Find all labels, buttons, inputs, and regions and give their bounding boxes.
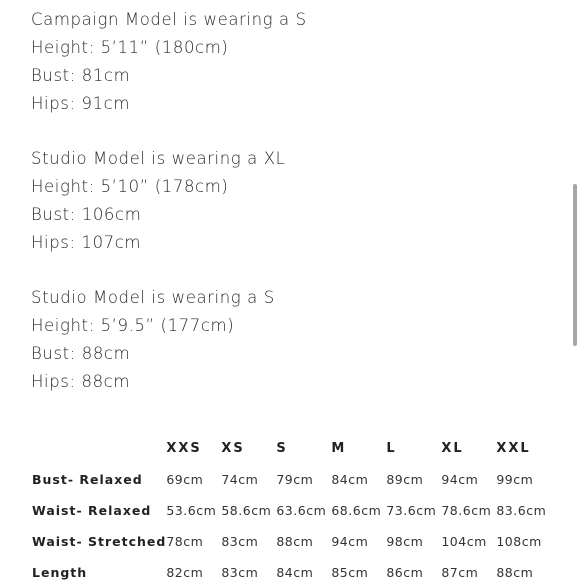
table-cell: 53.6cm (166, 503, 217, 518)
row-label: Bust- Relaxed (32, 472, 143, 487)
size-header-l: L (386, 441, 397, 456)
model-info-campaign (31, 6, 307, 118)
table-cell: 78cm (166, 534, 204, 549)
table-cell: 84cm (331, 472, 369, 487)
table-cell: 108cm (496, 534, 542, 549)
model-bust: Bust: 88cm (31, 344, 131, 363)
model-height: Height: 5’10” (178cm) (31, 177, 229, 196)
table-cell: 63.6cm (276, 503, 327, 518)
table-cell: 83cm (221, 565, 259, 580)
model-bust: Bust: 106cm (31, 205, 142, 224)
table-cell: 89cm (386, 472, 424, 487)
size-header-xxl: XXL (496, 441, 531, 456)
table-cell: 58.6cm (221, 503, 272, 518)
model-heading: Studio Model is wearing a S (31, 288, 275, 307)
size-header-m: M (331, 441, 347, 456)
table-cell: 99cm (496, 472, 534, 487)
table-row (28, 526, 556, 557)
model-hips: Hips: 88cm (31, 372, 131, 391)
size-header-xxs: XXS (166, 441, 202, 456)
table-row (28, 557, 556, 580)
model-hips: Hips: 91cm (31, 94, 131, 113)
row-label: Waist- Stretched (32, 534, 167, 549)
size-header-xl: XL (441, 441, 464, 456)
model-height: Height: 5’11” (180cm) (31, 38, 229, 57)
table-cell: 88cm (496, 565, 534, 580)
size-header-xs: XS (221, 441, 245, 456)
table-row (28, 464, 556, 495)
table-cell: 98cm (386, 534, 424, 549)
table-cell: 88cm (276, 534, 314, 549)
model-height: Height: 5’9.5” (177cm) (31, 316, 235, 335)
table-cell: 83cm (221, 534, 259, 549)
table-cell: 69cm (166, 472, 204, 487)
scrollbar-thumb[interactable] (573, 184, 577, 346)
table-cell: 68.6cm (331, 503, 382, 518)
size-header-s: S (276, 441, 288, 456)
table-cell: 82cm (166, 565, 204, 580)
table-cell: 83.6cm (496, 503, 547, 518)
table-cell: 85cm (331, 565, 369, 580)
size-header-row (28, 433, 556, 464)
model-bust: Bust: 81cm (31, 66, 131, 85)
table-cell: 84cm (276, 565, 314, 580)
table-cell: 104cm (441, 534, 487, 549)
size-header-empty (28, 433, 166, 464)
table-cell: 94cm (441, 472, 479, 487)
model-hips: Hips: 107cm (31, 233, 142, 252)
model-heading: Studio Model is wearing a XL (31, 149, 286, 168)
model-heading: Campaign Model is wearing a S (31, 10, 307, 29)
row-label: Waist- Relaxed (32, 503, 152, 518)
size-chart-table (28, 433, 556, 580)
table-cell: 73.6cm (386, 503, 437, 518)
table-cell: 74cm (221, 472, 259, 487)
table-cell: 94cm (331, 534, 369, 549)
table-cell: 86cm (386, 565, 424, 580)
table-cell: 87cm (441, 565, 479, 580)
table-cell: 79cm (276, 472, 314, 487)
vertical-scrollbar[interactable] (572, 0, 580, 580)
table-cell: 78.6cm (441, 503, 492, 518)
row-label: Length (32, 565, 88, 580)
model-info-studio-s (31, 284, 275, 396)
model-info-studio-xl (31, 145, 285, 257)
table-row (28, 495, 556, 526)
